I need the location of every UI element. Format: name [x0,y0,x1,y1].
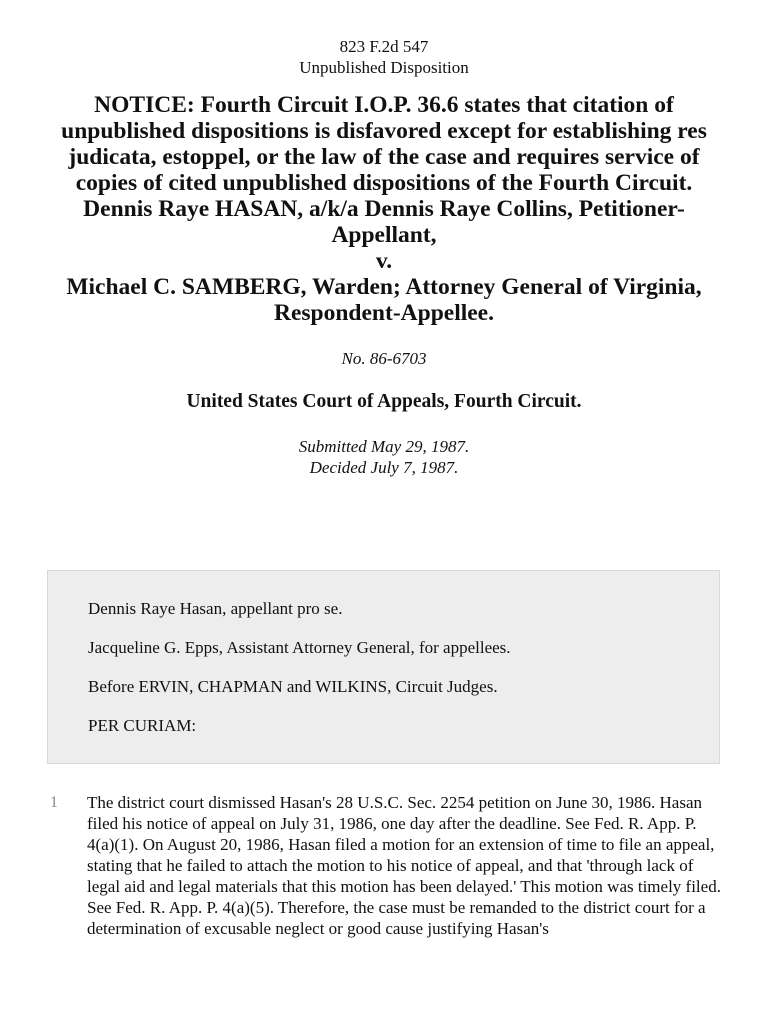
case-dates [0,436,768,478]
case-caption [40,196,728,326]
docket-number: No. 86-6703 [341,349,427,368]
paragraph-number: 1 [50,794,58,811]
appellant-counsel: Dennis Raye Hasan, appellant pro se. [88,599,343,618]
appellees-counsel: Jacqueline G. Epps, Assistant Attorney General, for appellees. [88,638,511,657]
respondent-name: Michael C. SAMBERG, Warden; Attorney General of Virginia, [66,274,702,300]
versus-label: v. [375,248,393,274]
per-curiam-label: PER CURIAM: [88,716,197,735]
submitted-date: Submitted May 29, 1987. [298,437,470,456]
respondent-role: Respondent-Appellee. [274,300,494,326]
decided-date: Decided July 7, 1987. [309,458,459,477]
court-name: United States Court of Appeals, Fourth Circuit. [186,391,582,412]
notice-heading: NOTICE: Fourth Circuit I.O.P. 36.6 states that citation of unpublished dispositions is disfavored except for establishing res judicata, estoppel, or the law of the case and requires service of copies of cited unpublished dispositions of the Fourth Circuit. [61,92,707,196]
judges-panel: Before ERVIN, CHAPMAN and WILKINS, Circuit Judges. [88,677,498,696]
citation-header [0,0,768,78]
reporter-citation: 823 F.2d 547 [339,37,429,56]
counsel-box [47,570,720,764]
paragraph-text: The district court dismissed Hasan's 28 U.S.C. Sec. 2254 petition on June 30, 1986. Hasan filed his notice of appeal on July 31, 1986, one day after the deadline. See Fed. R. App. P. 4(a)(1). On August 20, 1986, Hasan filed a motion for an extension of time to file an appeal, stating that he failed to attach the motion to his notice of appeal, and that 'through lack of legal aid and legal materials that this motion has been delayed.' This motion was timely filed. See Fed. R. App. P. 4(a)(5). Therefore, the case must be remanded to the district court for a determination of excusable neglect or good cause justifying Hasan's [87,793,721,938]
disposition-label: Unpublished Disposition [299,58,469,77]
appellant-name: Dennis Raye HASAN, a/k/a Dennis Raye Collins, Petitioner-Appellant, [83,196,685,248]
